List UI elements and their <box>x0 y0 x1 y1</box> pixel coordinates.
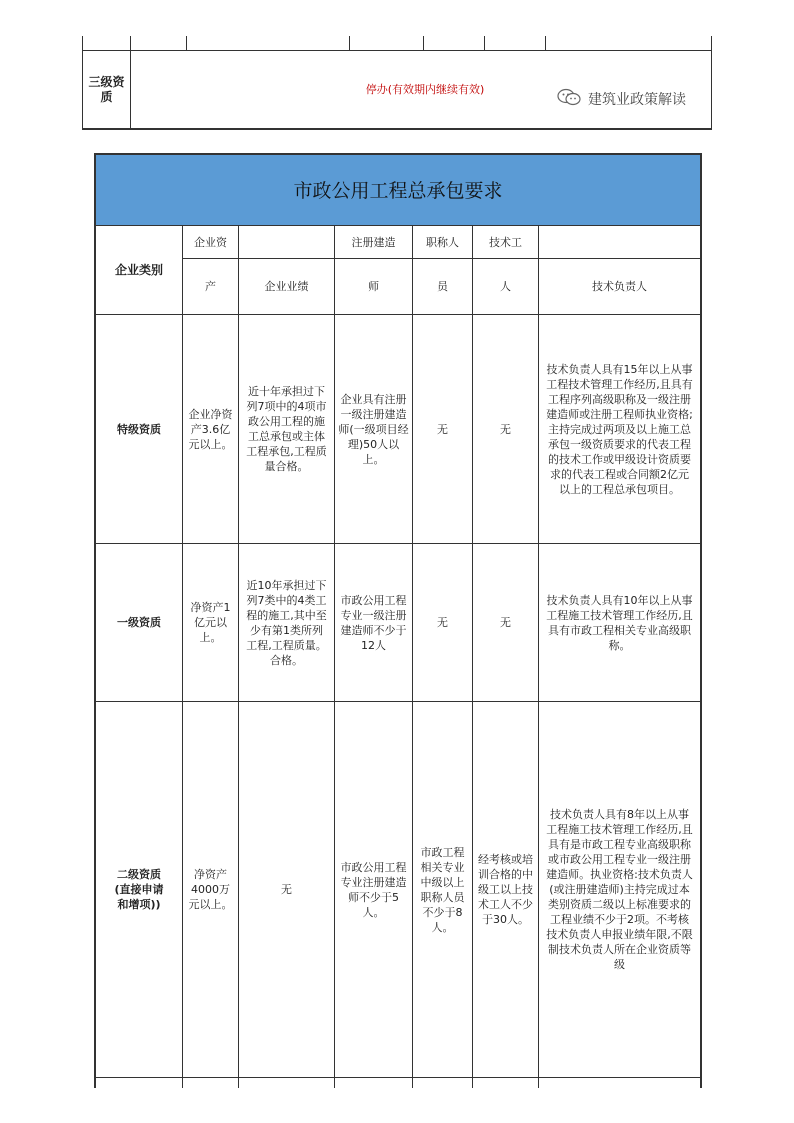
top-table-col-divider <box>349 36 350 50</box>
watermark <box>556 88 686 110</box>
header-titled-top: 职称人 <box>426 235 459 249</box>
header-worker-bottom: 人 <box>500 280 511 293</box>
row-engineer: 市政公用工程专业注册建造师不少于5人。 <box>340 860 407 919</box>
top-table-bottom-border <box>82 128 712 130</box>
row-divider <box>94 1077 702 1078</box>
header-engineer-bottom: 师 <box>368 280 379 293</box>
top-table-row-divider <box>82 50 712 51</box>
top-table-col-divider <box>423 36 424 50</box>
header-category: 企业类别 <box>114 262 163 277</box>
row-titled: 无 <box>437 422 448 436</box>
row-worker: 无 <box>500 616 511 629</box>
table-right-border <box>700 153 702 1088</box>
row-performance: 近十年承担过下列7项中的4项市政公用工程的施工总承包或主体工程承包,工程质量合格。 <box>246 385 327 473</box>
row-category: 特级资质 <box>117 422 161 436</box>
row-engineer: 市政公用工程专业一级注册建造师不少于12人 <box>340 593 407 652</box>
row-label-level3: 三级资质 <box>88 74 125 104</box>
row-engineer: 企业具有注册一级注册建造师(一级项目经理)50人以上。 <box>338 392 409 466</box>
discontinued-note: 停办(有效期内继续有效) <box>365 82 485 96</box>
table-top-border <box>94 153 702 155</box>
row-assets: 净资产1亿元以上。 <box>190 601 231 644</box>
row-tech-lead: 技术负责人具有10年以上从事工程施工技术管理工作经历,且具有市政工程相关专业高级职称。 <box>546 593 693 652</box>
top-table-col-divider <box>545 36 546 50</box>
wechat-icon <box>556 88 582 110</box>
row-category: 二级资质(直接申请和增项)) <box>114 868 164 911</box>
top-table-col-divider <box>484 36 485 50</box>
header-assets-top: 企业资 <box>194 235 227 249</box>
row-worker: 经考核或培训合格的中级工以上技术工人不少于30人。 <box>478 853 533 926</box>
row-performance: 近10年承担过下列7类中的4类工程的施工,其中至少有第1类所列工程,工程质量。合格。 <box>246 578 327 667</box>
row-titled: 市政工程相关专业中级以上职称人员不少于8人。 <box>420 845 465 934</box>
watermark-text: 建筑业政策解读 <box>588 92 686 108</box>
row-tech-lead: 技术负责人具有8年以上从事工程施工技术管理工作经历,且具有是市政工程专业高级职称或市政公用工程专业一级注册建造师。执业资格:技术负责人(或注册建造师)主持完成过本类别资质二级以上标准要求的工程业绩不少于2项。不考核技术负责人申报业绩年限,不限制技术负责人所在企业资质等级 <box>546 808 693 971</box>
row-category: 一级资质 <box>117 616 161 629</box>
header-performance: 企业业绩 <box>264 280 309 293</box>
row-performance: 无 <box>281 883 292 896</box>
header-engineer-top: 注册建造 <box>351 235 396 249</box>
table-title: 市政公用工程总承包要求 <box>95 154 701 225</box>
row-assets: 企业净资产3.6亿元以上。 <box>188 407 233 451</box>
row-worker: 无 <box>500 422 511 436</box>
row-titled: 无 <box>437 616 448 629</box>
header-worker-top: 技术工 <box>489 235 522 249</box>
top-table-col-divider <box>186 36 187 50</box>
header-tech-lead: 技术负责人 <box>592 280 647 293</box>
row-tech-lead: 技术负责人具有15年以上从事工程技术管理工作经历,且具有工程序列高级职称及一级注册建造师或注册工程师执业资格;主持完成过两项及以上施工总承包一级资质要求的代表工程的技术工作或甲级设计资质要求的代表工程或合同额2亿元以上的工程总承包项目。 <box>546 362 693 496</box>
header-assets-bottom: 产 <box>205 280 216 293</box>
row-assets: 净资产4000万元以上。 <box>188 868 233 911</box>
header-titled-bottom: 员 <box>437 280 448 293</box>
